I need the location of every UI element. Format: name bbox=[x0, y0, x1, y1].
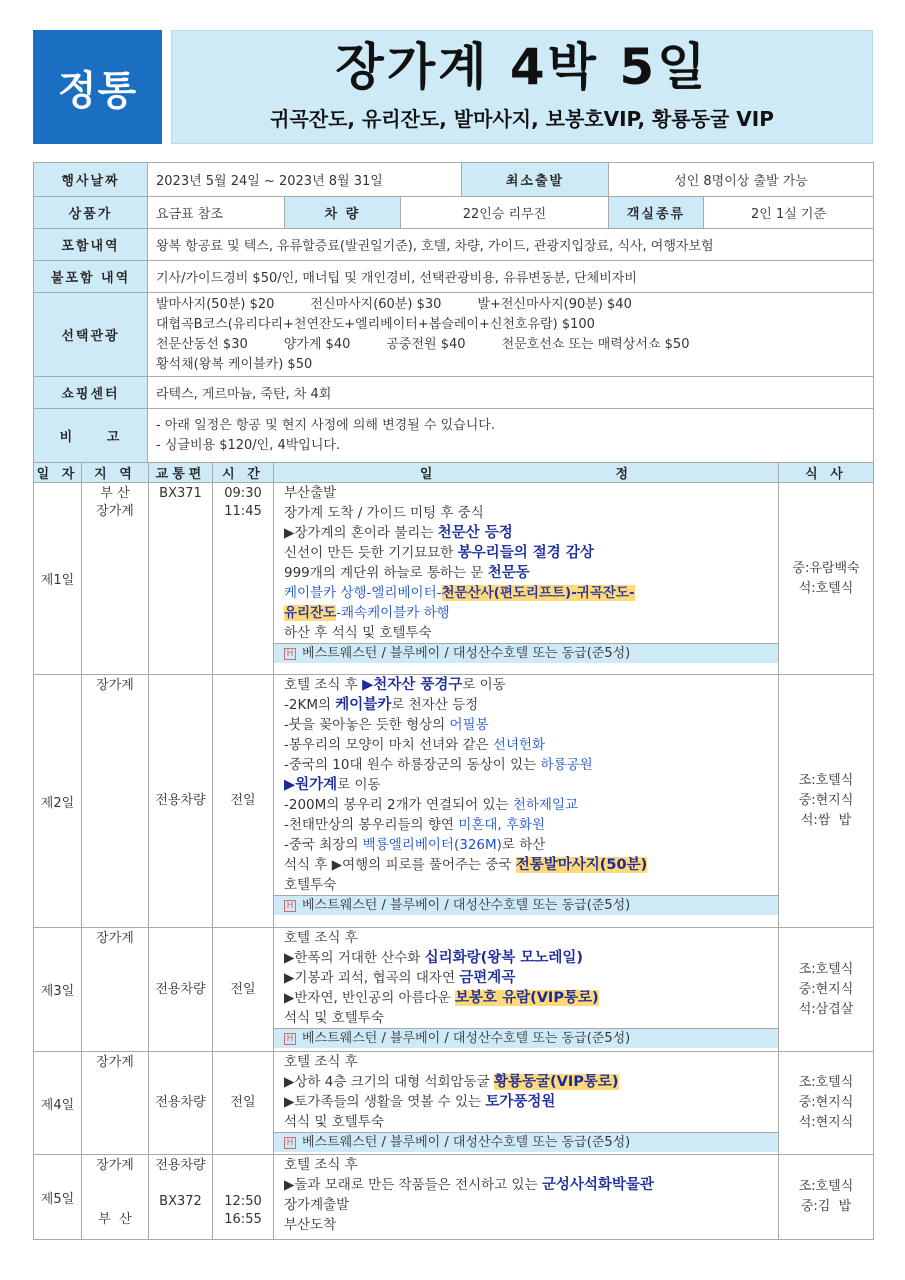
itinerary-line: ▶한폭의 거대한 산수화 십리화랑(왕복 모노레일) bbox=[284, 950, 583, 966]
transport-cell: 전용차량 bbox=[149, 928, 213, 1052]
excluded-value: 기사/가이드경비 $50/인, 매너팁 및 개인경비, 선택관광비용, 유류변동분, 단체비자비 bbox=[148, 261, 874, 293]
itinerary-line: 석식 및 호텔투숙 bbox=[284, 1010, 384, 1026]
itinerary-cell bbox=[274, 928, 779, 1052]
time: 12:50 bbox=[224, 1194, 262, 1209]
transport-cell bbox=[149, 1155, 213, 1240]
itinerary-line: ▶반자연, 반인공의 아름다운 보봉호 유람(VIP통로) bbox=[284, 990, 599, 1006]
itinerary-line: ▶돌과 모래로 만든 작품들은 전시하고 있는 군성사석화박물관 bbox=[284, 1177, 654, 1193]
itinerary-line: 유리잔도-쾌속케이블카 하행 bbox=[284, 605, 450, 621]
time-cell: 전일 bbox=[213, 928, 274, 1052]
meal: 중:유람백숙 bbox=[792, 560, 860, 576]
itinerary-line: 케이블카 상행-엘리베이터-천문산사(편도리프트)-귀곡잔도- bbox=[284, 585, 635, 601]
day-row bbox=[34, 1155, 874, 1240]
itinerary-line: 하산 후 석식 및 호텔투숙 bbox=[284, 625, 432, 641]
itinerary-line: 부산출발 bbox=[284, 485, 337, 501]
excluded-label: 불포함 내역 bbox=[34, 261, 148, 293]
header-itinerary: 일 정 bbox=[274, 463, 779, 483]
itinerary-line: 장가계 도착 / 가이드 미팅 후 중식 bbox=[284, 505, 484, 521]
time: 16:55 bbox=[224, 1212, 262, 1227]
note-item: - 싱글비용 $120/인, 4박입니다. bbox=[156, 437, 341, 453]
itinerary-line: -중국의 10대 원수 하룡장군의 동상이 있는 하룡공원 bbox=[284, 757, 593, 773]
optional-tour-item: 천문산동선 $30 bbox=[156, 336, 248, 352]
day-row bbox=[34, 675, 874, 928]
vehicle-value: 22인승 리무진 bbox=[401, 197, 609, 229]
itinerary-line: 장가계출발 bbox=[284, 1197, 350, 1213]
itinerary-line: -2KM의 케이블카로 천자산 등정 bbox=[284, 697, 479, 713]
highlight: 천문산 등정 bbox=[437, 525, 513, 541]
region-cell bbox=[82, 1052, 149, 1155]
itinerary-line: 999개의 계단위 하늘로 통하는 문 천문동 bbox=[284, 565, 530, 581]
itinerary-line: 신선이 만든 듯한 기기묘묘한 봉우리들의 절경 감상 bbox=[284, 545, 594, 561]
time-cell: 전일 bbox=[213, 1052, 274, 1155]
optional-tour-item: 발+전신마사지(90분) $40 bbox=[477, 296, 632, 312]
itinerary-line: 호텔투숙 bbox=[284, 877, 337, 893]
meal: 조:호텔식 bbox=[798, 1075, 854, 1090]
hotel-line: H 베스트웨스턴 / 블루베이 / 대성산수호텔 또는 동급(준5성) bbox=[274, 1028, 778, 1048]
page-subtitle: 귀곡잔도, 유리잔도, 발마사지, 보봉호VIP, 황룡동굴 VIP bbox=[270, 107, 774, 131]
page-title: 장가계 4박 5일 bbox=[335, 38, 709, 96]
room-type-label: 객실종류 bbox=[609, 197, 704, 229]
day-label: 제5일 bbox=[34, 1155, 82, 1240]
optional-tour-item: 천문호선쇼 또는 매력상서쇼 $50 bbox=[501, 336, 690, 352]
itinerary-line: ▶원가계로 이동 bbox=[284, 777, 381, 793]
meal: 조:호텔식 bbox=[798, 773, 854, 788]
category-badge: 정통 bbox=[33, 30, 162, 144]
meal: 조:호텔식 bbox=[798, 1179, 854, 1194]
itinerary-cell bbox=[274, 675, 779, 928]
price-value: 요금표 참조 bbox=[148, 197, 285, 229]
hotel-icon: H bbox=[284, 1137, 296, 1149]
note-item: - 아래 일정은 항공 및 현지 사정에 의해 변경될 수 있습니다. bbox=[156, 417, 495, 433]
highlight: 유리잔도 bbox=[284, 605, 337, 621]
transport-cell: 전용차량 bbox=[149, 1052, 213, 1155]
itinerary-line: 호텔 조식 후 bbox=[284, 1054, 358, 1070]
highlight: 봉우리들의 절경 감상 bbox=[457, 545, 594, 561]
itinerary-cell bbox=[274, 1155, 779, 1240]
itinerary-line: ▶토가족들의 생활을 엿볼 수 있는 토가풍정원 bbox=[284, 1094, 556, 1110]
period-value: 2023년 5월 24일 ~ 2023년 8월 31일 bbox=[148, 163, 462, 197]
time: 09:30 bbox=[224, 486, 262, 501]
hotel-icon: H bbox=[284, 648, 296, 660]
included-label: 포함내역 bbox=[34, 229, 148, 261]
min-departure-value: 성인 8명이상 출발 가능 bbox=[609, 163, 874, 197]
header-region: 지 역 bbox=[82, 463, 149, 483]
region-cell bbox=[82, 483, 149, 675]
meals-cell bbox=[779, 483, 874, 675]
region: 장가계 bbox=[96, 504, 134, 519]
itinerary-line: 부산도착 bbox=[284, 1217, 337, 1233]
hotel-icon: H bbox=[284, 900, 296, 912]
region: 장가계 bbox=[96, 1158, 134, 1173]
optional-tours-line bbox=[156, 295, 865, 315]
region: 부 산 bbox=[98, 1212, 132, 1227]
meal: 석:삼겹살 bbox=[798, 1001, 854, 1017]
itinerary-cell bbox=[274, 483, 779, 675]
optional-tours-label: 선택관광 bbox=[34, 293, 148, 377]
region: 부 산 bbox=[100, 486, 130, 501]
day-label: 제4일 bbox=[34, 1052, 82, 1155]
optional-tours-line bbox=[156, 315, 865, 335]
transport: 전용차량 bbox=[155, 1158, 206, 1173]
notes-list bbox=[148, 409, 874, 463]
optional-tours-line bbox=[156, 355, 865, 375]
hotel-icon: H bbox=[284, 1033, 296, 1045]
shopping-value: 라텍스, 게르마늄, 죽탄, 차 4회 bbox=[148, 377, 874, 409]
vehicle-label: 차 량 bbox=[285, 197, 401, 229]
transport-cell: BX371 bbox=[149, 483, 213, 675]
itinerary-line: ▶상하 4층 크기의 대형 석회암동굴 황룡동굴(VIP통로) bbox=[284, 1074, 619, 1090]
day-row bbox=[34, 483, 874, 675]
optional-tour-item: 대협곡B코스(유리다리+천연잔도+엘리베이터+봅슬레이+신천호유람) $100 bbox=[156, 316, 595, 332]
header-meals: 식 사 bbox=[779, 463, 874, 483]
hotel-line: H 베스트웨스턴 / 블루베이 / 대성산수호텔 또는 동급(준5성) bbox=[274, 895, 778, 915]
itinerary-line: -붓을 꽂아놓은 듯한 형상의 어필봉 bbox=[284, 717, 489, 733]
meals-cell bbox=[779, 928, 874, 1052]
hotel-line: H 베스트웨스턴 / 블루베이 / 대성산수호텔 또는 동급(준5성) bbox=[274, 643, 778, 663]
itinerary-line: ▶장가계의 혼이라 불리는 천문산 등정 bbox=[284, 525, 513, 541]
itinerary-line: -천태만상의 봉우리들의 향연 미혼대, 후화원 bbox=[284, 817, 546, 833]
info-table bbox=[33, 162, 874, 463]
optional-tours-list bbox=[148, 293, 874, 377]
min-departure-label: 최소출발 bbox=[462, 163, 609, 197]
meal: 석:호텔식 bbox=[798, 580, 854, 596]
region-cell bbox=[82, 675, 149, 928]
meal: 중:현지식 bbox=[798, 981, 854, 997]
itinerary-line: 석식 후 ▶여행의 피로를 풀어주는 중국 전통발마사지(50분) bbox=[284, 857, 648, 873]
optional-tour-item: 공중전원 $40 bbox=[386, 336, 466, 352]
optional-tour-item: 양가계 $40 bbox=[283, 336, 351, 352]
meal: 중:김 밥 bbox=[800, 1199, 852, 1214]
itinerary-line: -봉우리의 모양이 마치 선녀와 같은 선녀헌화 bbox=[284, 737, 546, 753]
meals-cell bbox=[779, 1052, 874, 1155]
region: 장가계 bbox=[96, 931, 134, 946]
meal: 중:현지식 bbox=[798, 1095, 854, 1110]
header-date: 일 자 bbox=[34, 463, 82, 483]
meal: 중:현지식 bbox=[798, 793, 854, 808]
itinerary-line: 호텔 조식 후 bbox=[284, 930, 358, 946]
optional-tour-item: 발마사지(50분) $20 bbox=[156, 296, 275, 312]
region-cell bbox=[82, 928, 149, 1052]
header-time: 시 간 bbox=[213, 463, 274, 483]
region-cell bbox=[82, 1155, 149, 1240]
itinerary-line: ▶기봉과 괴석, 협곡의 대자연 금편계곡 bbox=[284, 970, 516, 986]
highlight: 천문산사(편도리프트)-귀곡잔도- bbox=[441, 585, 635, 601]
title-box bbox=[171, 30, 873, 144]
included-value: 왕복 항공료 및 텍스, 유류할증료(발권일기준), 호텔, 차량, 가이드, 관광지입장료, 식사, 여행자보험 bbox=[148, 229, 874, 261]
itinerary-table bbox=[33, 462, 874, 1240]
day-row bbox=[34, 1052, 874, 1155]
day-row bbox=[34, 928, 874, 1052]
itinerary-line: -200M의 봉우리 2개가 연결되어 있는 천하제일교 bbox=[284, 797, 579, 813]
itinerary-cell bbox=[274, 1052, 779, 1155]
optional-tour-item: 황석채(왕복 케이블카) $50 bbox=[156, 356, 313, 372]
highlight: 천문동 bbox=[487, 565, 530, 581]
meals-cell bbox=[779, 1155, 874, 1240]
region: 장가계 bbox=[96, 678, 134, 693]
itinerary-line: 호텔 조식 후 bbox=[284, 1157, 358, 1173]
optional-tour-item: 전신마사지(60분) $30 bbox=[310, 296, 442, 312]
meal: 조:호텔식 bbox=[798, 961, 854, 977]
price-label: 상품가 bbox=[34, 197, 148, 229]
day-label: 제2일 bbox=[34, 675, 82, 928]
room-type-value: 2인 1실 기준 bbox=[704, 197, 874, 229]
region: 장가계 bbox=[96, 1055, 134, 1070]
itinerary-line: 호텔 조식 후 ▶천자산 풍경구로 이동 bbox=[284, 677, 506, 693]
hotel-line: H 베스트웨스턴 / 블루베이 / 대성산수호텔 또는 동급(준5성) bbox=[274, 1132, 778, 1152]
time: 11:45 bbox=[224, 504, 262, 519]
notes-label: 비 고 bbox=[34, 409, 148, 463]
period-label: 행사날짜 bbox=[34, 163, 148, 197]
day-label: 제3일 bbox=[34, 928, 82, 1052]
transport: BX372 bbox=[159, 1194, 202, 1209]
optional-tours-line bbox=[156, 335, 865, 355]
meals-cell bbox=[779, 675, 874, 928]
meal: 석:쌈 밥 bbox=[800, 813, 852, 828]
time-cell bbox=[213, 483, 274, 675]
transport-cell: 전용차량 bbox=[149, 675, 213, 928]
itinerary-line: -중국 최장의 백룡엘리베이터(326M)로 하산 bbox=[284, 837, 546, 853]
meal: 석:현지식 bbox=[798, 1115, 854, 1130]
itinerary-line: 석식 및 호텔투숙 bbox=[284, 1114, 384, 1130]
shopping-label: 쇼핑센터 bbox=[34, 377, 148, 409]
day-label: 제1일 bbox=[34, 483, 82, 675]
time-cell: 전일 bbox=[213, 675, 274, 928]
time-cell bbox=[213, 1155, 274, 1240]
header-transport: 교통편 bbox=[149, 463, 213, 483]
